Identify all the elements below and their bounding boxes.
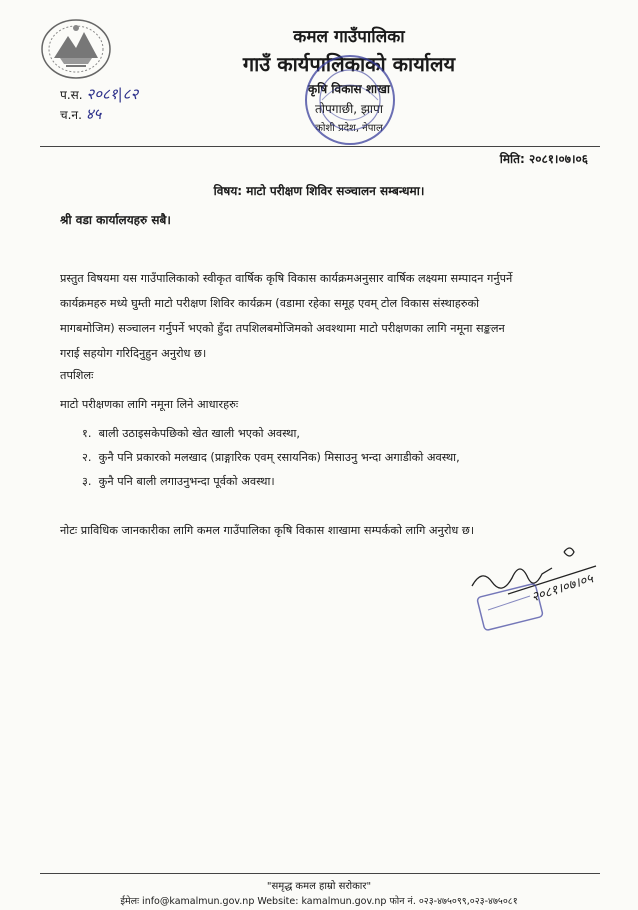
header-divider bbox=[40, 146, 600, 147]
list-item bbox=[82, 474, 275, 489]
body-paragraph bbox=[60, 266, 578, 366]
province-line: कोशी प्रदेश, नेपाल bbox=[315, 123, 383, 134]
tapasil-heading: तपशिलः bbox=[60, 369, 94, 382]
body-line-3: मागबमोजिम) सञ्चालन गर्नुपर्ने भएको हुँदा तपशिलबमोजिमको अवश्थामा माटो परीक्षणका लागि नमूना सङ्कलन bbox=[60, 322, 505, 335]
basis-heading: माटो परीक्षणका लागि नमूना लिने आधारहरुः bbox=[60, 398, 239, 411]
list-item-number: ३. bbox=[82, 475, 92, 488]
ps-label: प.स. bbox=[60, 88, 83, 102]
addressee: श्री वडा कार्यालयहरु सबै। bbox=[60, 213, 171, 227]
list-item-number: २. bbox=[82, 451, 92, 464]
date-label: मिति: bbox=[499, 152, 525, 166]
list-item-text: बाली उठाइसकेपछिको खेत खाली भएको अवस्था, bbox=[98, 427, 301, 440]
body-line-4: गराई सहयोग गरिदिनुहुन अनुरोध छ। bbox=[60, 347, 207, 360]
date-value: २०८१।०७।०६ bbox=[528, 152, 588, 166]
cn-value: ४५ bbox=[85, 105, 102, 123]
body-line-1: प्रस्तुत विषयमा यस गाउँपालिकाको स्वीकृत वार्षिक कृषि विकास कार्यक्रमअनुसार वार्षिक लक्ष्यमा सम्पादन गर्नुपर्ने bbox=[60, 272, 513, 285]
footer-slogan: "समृद्ध कमल हाम्रो सरोकार" bbox=[266, 881, 372, 892]
list-item-number: १. bbox=[82, 427, 92, 440]
subject-line: विषय: माटो परीक्षण शिविर सञ्चालन सम्बन्धमा। bbox=[213, 184, 425, 198]
list-item-text: कुनै पनि बाली लगाउनुभन्दा पूर्वको अवस्था। bbox=[98, 475, 275, 488]
office-stamp-icon bbox=[300, 50, 400, 150]
office-name: गाउँ कार्यपालिकाको कार्यालय bbox=[242, 52, 456, 76]
list-item-text: कुनै पनि प्रकारको मलखाद (प्राङ्गारिक एवम् रसायनिक) मिसाउनु भन्दा अगाडीको अवस्था, bbox=[98, 451, 460, 464]
note-line: नोटः प्राविधिक जानकारीका लागि कमल गाउँपालिका कृषि विकास शाखामा सम्पर्कको लागि अनुरोध छ। bbox=[60, 524, 475, 537]
location-line: तोपगाछी, झापा bbox=[315, 102, 383, 116]
ps-value: २०८१|८२ bbox=[86, 85, 139, 103]
body-line-2: कार्यक्रमहरु मध्ये घुम्ती माटो परीक्षण शिविर कार्यक्रम (वडामा रहेका समूह एवम् टोल विकास संस्थाहरुको bbox=[60, 297, 480, 310]
footer-divider bbox=[40, 873, 600, 874]
footer-contact: ईमेलः info@kamalmun.gov.np Website: kamalmun.gov.np फोन नं. ०२३-४७५०९९,०२३-४७५०८१ bbox=[120, 896, 518, 907]
signature-date: २०८१।०७।०५ bbox=[529, 571, 596, 606]
municipality-name: कमल गाउँपालिका bbox=[293, 27, 405, 47]
list-item bbox=[82, 426, 300, 441]
letter-date bbox=[500, 150, 588, 167]
cn-label: च.न. bbox=[60, 108, 82, 122]
list-item bbox=[82, 450, 460, 465]
section-name: कृषि विकास शाखा bbox=[307, 82, 391, 96]
